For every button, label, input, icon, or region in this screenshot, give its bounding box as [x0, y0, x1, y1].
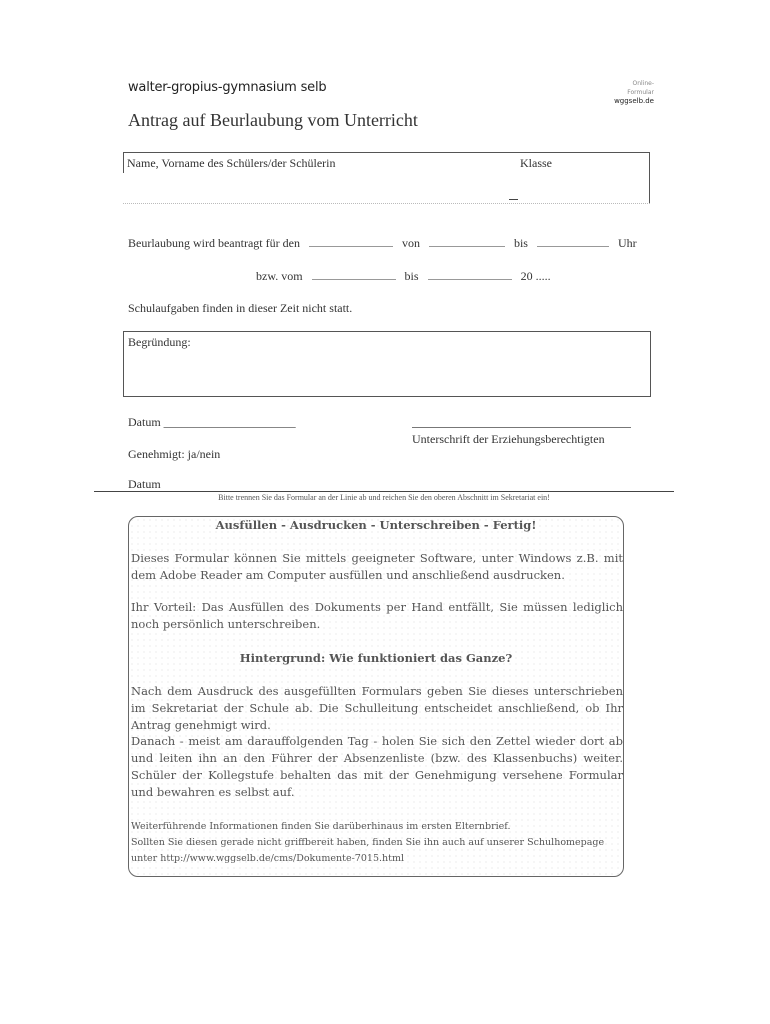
leave-period-row — [256, 269, 551, 284]
period-from-field[interactable] — [312, 279, 396, 280]
student-name-field[interactable] — [123, 152, 650, 204]
info-note-letter: Weiterführende Informationen finden Sie darüberhinaus im ersten Elternbrief. — [131, 821, 511, 832]
no-exams-notice: Schulaufgaben finden in dieser Zeit nicht statt. — [128, 301, 353, 315]
online-form-badge — [606, 79, 654, 106]
to-time-field[interactable] — [537, 246, 609, 247]
reason-field[interactable] — [123, 331, 651, 397]
info-paragraph-advantage: Ihr Vorteil: Das Ausfüllen des Dokuments per Hand entfällt, Sie müssen lediglich noch persönlich unterschreiben. — [131, 600, 623, 631]
period-until-field[interactable] — [428, 279, 512, 280]
to-time-label: bis — [513, 236, 528, 250]
page-title: Antrag auf Beurlaubung vom Unterricht — [128, 110, 418, 130]
reason-label: Begründung: — [128, 335, 191, 349]
leave-date-field[interactable] — [309, 246, 393, 247]
from-time-field[interactable] — [429, 246, 505, 247]
info-paragraph-afterwards: Danach - meist am darauffolgenden Tag - holen Sie sich den Zettel wieder dort ab und leiten ihn an den Führer der Absenzenliste (bzw. des Klassenbuchs) weiter. Schüler der Kollegstufe behalten das mit der Genehmigung versehene Formular und bewahren es selbst auf. — [131, 734, 623, 799]
namebox-right-border — [649, 153, 650, 203]
requested-for-label: Beurlaubung wird beantragt für den — [128, 236, 300, 250]
online-form-label: Online-Formular — [627, 80, 654, 96]
date-field[interactable]: Datum ______________________ — [128, 415, 296, 429]
until-label: bis — [404, 269, 419, 283]
info-paragraph-submit: Nach dem Ausdruck des ausgefüllten Formulars geben Sie dieses unterschrieben im Sekretariat der Schule ab. Die Schulleitung entscheidet anschließend, ob Ihr Antrag genehmigt wird. — [131, 684, 623, 732]
hour-label: Uhr — [617, 236, 637, 250]
school-name: walter-gropius-gymnasium selb — [128, 80, 327, 95]
cut-note: Bitte trennen Sie das Formular an der Linie ab und reichen Sie den oberen Abschnitt im Sekretariat ein! — [218, 493, 550, 502]
cut-line — [94, 491, 674, 492]
text-cursor — [509, 199, 518, 200]
site-label: wggselb.de — [614, 97, 654, 105]
student-name-label: Name, Vorname des Schülers/der Schülerin — [127, 156, 336, 170]
info-heading-fill-print: Ausfüllen - Ausdrucken - Unterschreiben - Fertig! — [215, 518, 537, 532]
or-from-label: bzw. vom — [256, 269, 303, 283]
year-label: 20 ..... — [520, 269, 551, 283]
signature-line[interactable] — [412, 427, 631, 428]
approval-date-label: Datum — [128, 477, 161, 491]
info-heading-background: Hintergrund: Wie funktioniert das Ganze? — [239, 651, 513, 665]
from-time-label: von — [401, 236, 420, 250]
info-box — [128, 516, 624, 877]
approved-label: Genehmigt: ja/nein — [128, 447, 221, 461]
info-paragraph-software: Dieses Formular können Sie mittels geeigneter Software, unter Windows z.B. mit dem Adobe Reader am Computer ausfüllen und anschließend ausdrucken. — [131, 551, 623, 582]
signature-label: Unterschrift der Erziehungsberechtigten — [412, 432, 605, 446]
class-label: Klasse — [520, 156, 552, 170]
info-note-homepage: Sollten Sie diesen gerade nicht griffbereit haben, finden Sie ihn auch auf unserer Schulhomepage unter http://www.wggselb.de/cms/Dokumente-7015.html — [131, 837, 605, 864]
namebox-left-border — [123, 153, 124, 173]
leave-date-row — [128, 236, 637, 251]
